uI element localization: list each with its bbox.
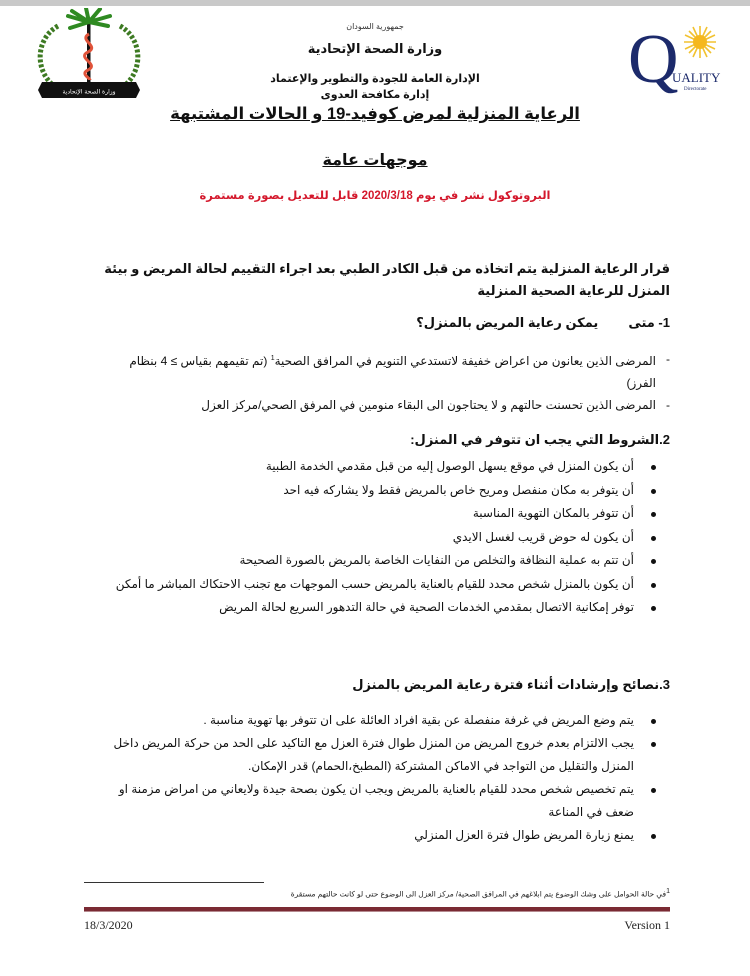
footnote-reference[interactable]: 1 [270, 355, 275, 362]
list-item [100, 455, 670, 479]
list-item-text: يمنع زيارة المريض طوال فترة العزل المنزلي [414, 828, 634, 842]
list-item [100, 596, 670, 620]
ministry-emblem-logo [28, 8, 150, 100]
ministry-name: وزارة الصحة الإتحادية [307, 41, 443, 56]
list-item [100, 778, 670, 824]
list-item-text: أن يتوفر به مكان منفصل ومريح خاص بالمريض فقط ولا يشاركه فيه احد [283, 482, 634, 497]
section-2-heading: 2.الشروط التي يجب ان تتوفر في المنزل: [410, 432, 670, 447]
list-item-text: المرضى الذين يعانون من اعراض خفيفة لاتستدعي التنويم في المرافق الصحية [274, 354, 656, 368]
department-name: الإدارة العامة للجودة والتطوير والإعتماد [270, 73, 480, 85]
list-item [100, 549, 670, 573]
list-item [100, 526, 670, 550]
bullet-icon [651, 719, 656, 724]
list-item-text: أن يكون بالمنزل شخص محدد للقيام بالعناية بالمريض حسب الموجهات مع تجنب الاحتكاك المباشر ما أمكن [115, 576, 634, 591]
bullet-icon [651, 834, 656, 839]
list-item [100, 732, 670, 778]
bullet-icon [651, 489, 656, 494]
document-title: الرعاية المنزلية لمرض كوفيد-19 و الحالات المشتبهة [170, 105, 580, 123]
unit-name: إدارة مكافحة العدوى [320, 89, 430, 101]
list-item-text: أن تتوفر بالمكان التهوية المناسبة [472, 506, 634, 520]
sun-icon [684, 26, 716, 58]
section-1-list [100, 348, 670, 416]
intro-paragraph: قرار الرعاية المنزلية يتم اتخاذه من قبل الكادر الطبي بعد اجراء التقييم لحالة المريض و بيئة المنزل للرعاية الصحية المنزلية [104, 261, 670, 298]
quality-subtitle: Directorate [684, 87, 707, 92]
document-subtitle: موجهات عامة [322, 152, 428, 169]
list-item-text: المرضى الذين تحسنت حالتهم و لا يحتاجون الى البقاء منومين في المرفق الصحي/مركز العزل [201, 398, 656, 412]
bullet-icon [651, 606, 656, 611]
list-item [100, 348, 670, 394]
bullet-icon [651, 536, 656, 541]
list-item [100, 502, 670, 526]
list-item [100, 709, 670, 732]
list-item-text: أن تتم به عملية النظافة والتخلص من النفايات الخاصة بالمريض بالصورة الصحيحة [239, 553, 634, 567]
section-1-title: يمكن رعاية المريض بالمنزل؟ [416, 315, 599, 330]
bullet-icon [651, 583, 656, 588]
quality-directorate-logo [628, 20, 728, 98]
wreath-right-icon [120, 26, 138, 86]
list-item-text: يتم وضع المريض في غرفة منفصلة عن بقية افراد العائلة على ان تتوفر بها تهوية مناسبة . [203, 713, 634, 727]
bullet-icon [651, 512, 656, 517]
section-3-list [100, 709, 670, 847]
section-1-heading [100, 315, 670, 331]
bullet-icon [651, 788, 656, 793]
palm-tree-icon [68, 8, 110, 86]
list-item-text: توفر إمكانية الاتصال بمقدمي الخدمات الصحية في حالة التدهور السريع لحالة المريض [219, 600, 634, 614]
quality-word: UALITY [672, 70, 721, 85]
list-item [100, 573, 670, 597]
wreath-left-icon [40, 26, 58, 86]
emblem-banner-text: وزارة الصحة الإتحادية [62, 88, 116, 96]
list-item-text: يجب الالتزام بعدم خروج المريض من المنزل طوال فترة العزل مع التاكيد على الحد من حركة المريض داخل المنزل والتقليل من التواجد في الاماكن المشتركة (المطبخ،الحمام) قدر الإمكان. [113, 736, 634, 773]
quality-q-letter: Q [628, 21, 679, 98]
protocol-notice: البروتوكول نشر في يوم 2020/3/18 قابل للتعديل بصورة مستمرة [199, 190, 551, 202]
list-item [100, 824, 670, 847]
country-name: جمهورية السودان [346, 22, 404, 31]
list-item-text-tail: (تم تقيمهم بقياس ≥ 4 بنظام الفرز) [129, 354, 656, 390]
list-item-text: أن يكون المنزل في موقع يسهل الوصول إليه من قبل مقدمي الخدمة الطبية [265, 459, 634, 473]
footnote-mark: 1 [666, 888, 670, 895]
bullet-icon [651, 465, 656, 470]
footer-version: Version 1 [624, 918, 670, 932]
footnote [84, 888, 670, 899]
footer-date: 18/3/2020 [84, 918, 133, 932]
section-3-heading: 3.نصائح وإرشادات أثناء فترة رعاية المريض بالمنزل [352, 677, 670, 692]
section-2-list [100, 455, 670, 620]
list-item-text: يتم تخصيص شخص محدد للقيام بالعناية بالمريض ويجب ان يكون بصحة جيدة ولايعاني من امراض مزمنة او ضعف في المناعة [118, 782, 634, 819]
footnote-text: في حالة الحوامل على وشك الوضوع يتم ابلاغهم في المرافق الصحية/ مركز العزل الى الوضوع حتى لو كانت حالتهم مستقرة [290, 889, 667, 899]
list-item [100, 479, 670, 503]
footer-divider-shadow [84, 911, 670, 912]
bullet-icon [651, 559, 656, 564]
list-item [100, 394, 670, 416]
footnote-separator [84, 882, 264, 883]
bullet-icon [651, 742, 656, 747]
list-item-text: أن يكون له حوض قريب لغسل الايدي [452, 529, 634, 544]
section-1-number: 1- متى [628, 315, 670, 330]
